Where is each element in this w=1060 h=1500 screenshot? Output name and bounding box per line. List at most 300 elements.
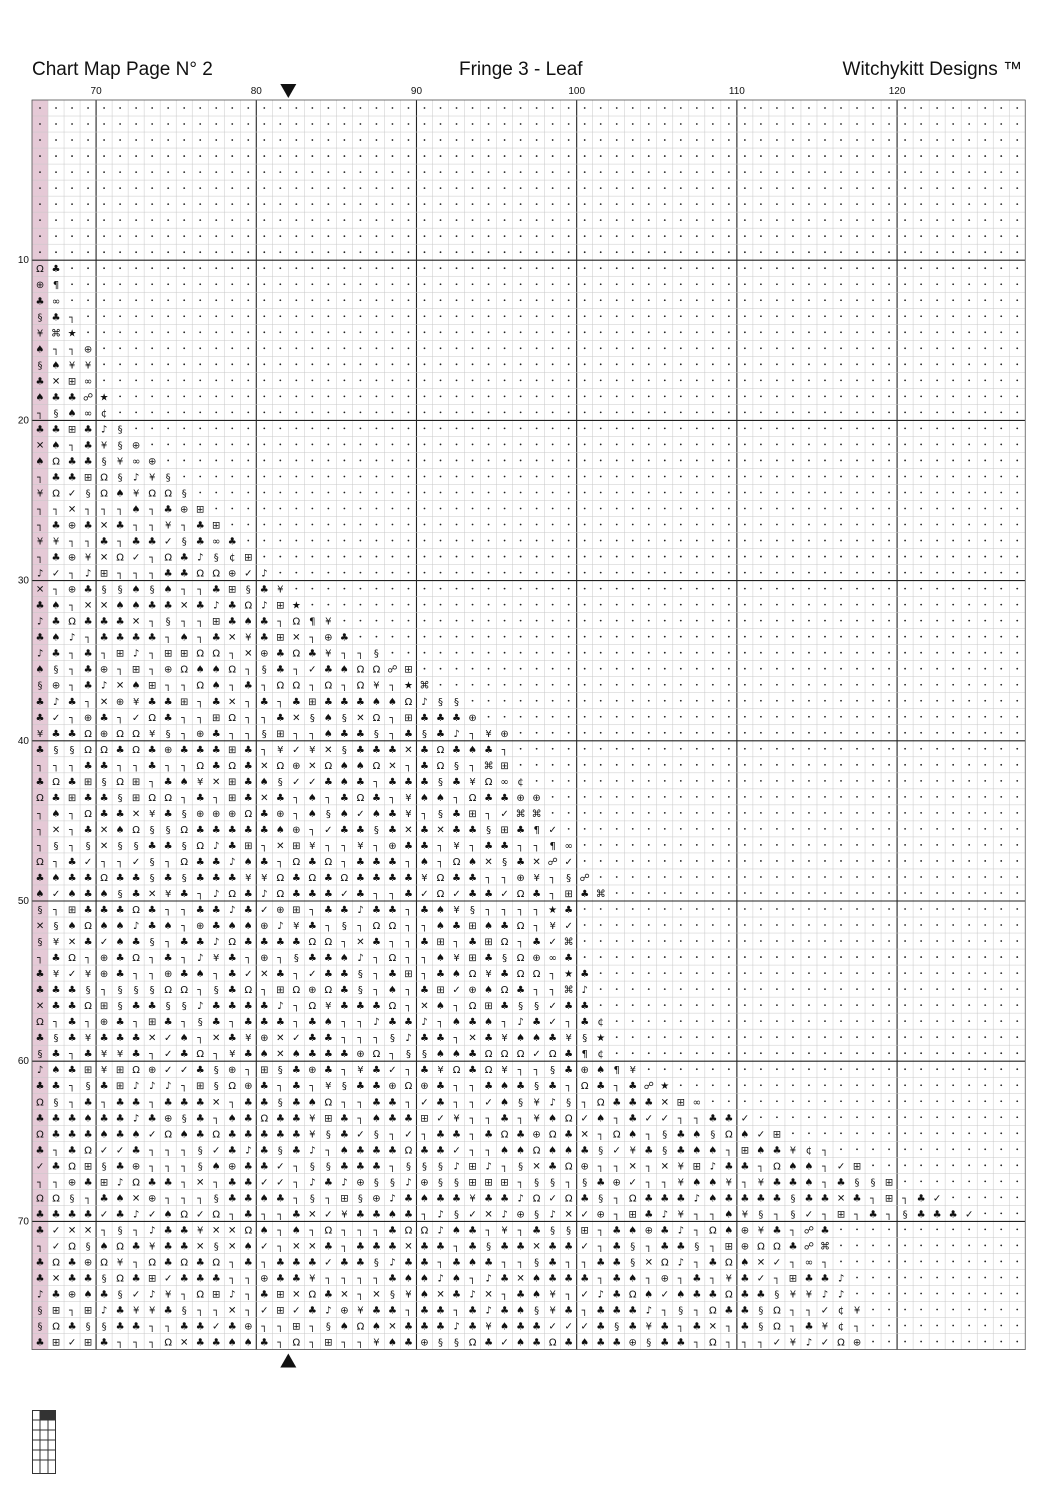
stitch-symbol: ¥ <box>421 872 428 884</box>
empty-cell-dot <box>728 187 730 189</box>
stitch-symbol: ✓ <box>804 1209 814 1221</box>
stitch-symbol: ✓ <box>324 1257 333 1269</box>
empty-cell-dot <box>760 876 762 878</box>
empty-cell-dot <box>984 251 986 253</box>
empty-cell-dot <box>536 636 538 638</box>
empty-cell-dot <box>247 219 249 221</box>
empty-cell-dot <box>776 844 778 846</box>
stitch-symbol: ✓ <box>35 1161 45 1173</box>
stitch-symbol: ┐ <box>453 1241 460 1253</box>
stitch-symbol: ♣ <box>612 1305 622 1317</box>
stitch-symbol: ✓ <box>292 1305 301 1317</box>
stitch-symbol: ⊕ <box>596 1209 605 1221</box>
stitch-symbol: ♠ <box>532 1289 542 1301</box>
stitch-symbol: ┐ <box>533 840 540 852</box>
empty-cell-dot <box>920 267 922 269</box>
empty-cell-dot <box>696 828 698 830</box>
empty-cell-dot <box>1000 1068 1002 1070</box>
empty-cell-dot <box>279 444 281 446</box>
empty-cell-dot <box>392 331 394 333</box>
empty-cell-dot <box>472 107 474 109</box>
empty-cell-dot <box>808 331 810 333</box>
empty-cell-dot <box>760 908 762 910</box>
empty-cell-dot <box>215 444 217 446</box>
empty-cell-dot <box>936 363 938 365</box>
stitch-symbol: ┐ <box>213 792 220 804</box>
empty-cell-dot <box>279 283 281 285</box>
stitch-symbol: § <box>85 1081 91 1093</box>
stitch-symbol: ¥ <box>805 1289 813 1301</box>
stitch-symbol: ┐ <box>149 552 156 564</box>
stitch-symbol: § <box>550 1225 556 1237</box>
stitch-symbol: ┐ <box>453 1097 460 1109</box>
stitch-symbol: ⊕ <box>260 1033 269 1045</box>
empty-cell-dot <box>520 700 522 702</box>
stitch-symbol: ♣ <box>307 921 317 933</box>
empty-cell-dot <box>792 876 794 878</box>
empty-cell-dot <box>199 444 201 446</box>
empty-cell-dot <box>744 299 746 301</box>
stitch-symbol: ⊕ <box>340 1305 349 1317</box>
stitch-symbol: ♣ <box>147 921 157 933</box>
stitch-symbol: ♣ <box>99 1113 109 1125</box>
empty-cell-dot <box>712 796 714 798</box>
empty-cell-dot <box>536 684 538 686</box>
stitch-symbol: ♣ <box>35 985 45 997</box>
empty-cell-dot <box>728 620 730 622</box>
stitch-symbol: Ω <box>132 728 140 740</box>
stitch-symbol: Ω <box>436 872 445 884</box>
empty-cell-dot <box>392 411 394 413</box>
empty-cell-dot <box>696 636 698 638</box>
empty-cell-dot <box>263 187 265 189</box>
stitch-symbol: ┐ <box>325 792 332 804</box>
empty-cell-dot <box>119 411 121 413</box>
empty-cell-dot <box>776 379 778 381</box>
empty-cell-dot <box>648 812 650 814</box>
stitch-symbol: § <box>213 1241 219 1253</box>
stitch-symbol: ♠ <box>452 1225 462 1237</box>
stitch-symbol: § <box>277 1097 283 1109</box>
stitch-symbol: ♣ <box>387 856 397 868</box>
empty-cell-dot <box>392 123 394 125</box>
empty-cell-dot <box>920 1293 922 1295</box>
empty-cell-dot <box>632 636 634 638</box>
empty-cell-dot <box>472 700 474 702</box>
empty-cell-dot <box>952 940 954 942</box>
empty-cell-dot <box>343 604 345 606</box>
stitch-symbol: ✓ <box>420 888 429 900</box>
empty-cell-dot <box>520 572 522 574</box>
empty-cell-dot <box>616 299 618 301</box>
stitch-symbol: ¥ <box>84 360 92 372</box>
stitch-symbol: § <box>662 1129 668 1141</box>
empty-cell-dot <box>904 940 906 942</box>
stitch-symbol: Ω <box>212 1257 221 1269</box>
stitch-symbol: ♣ <box>724 1161 734 1173</box>
empty-cell-dot <box>888 876 890 878</box>
empty-cell-dot <box>888 924 890 926</box>
empty-cell-dot <box>680 283 682 285</box>
stitch-symbol: ⊞ <box>692 1161 702 1173</box>
empty-cell-dot <box>888 620 890 622</box>
empty-cell-dot <box>936 1309 938 1311</box>
empty-cell-dot <box>952 972 954 974</box>
empty-cell-dot <box>488 508 490 510</box>
stitch-symbol: ⊞ <box>468 921 477 933</box>
empty-cell-dot <box>472 347 474 349</box>
empty-cell-dot <box>840 908 842 910</box>
empty-cell-dot <box>488 187 490 189</box>
empty-cell-dot <box>552 395 554 397</box>
empty-cell-dot <box>920 876 922 878</box>
empty-cell-dot <box>39 235 41 237</box>
stitch-symbol: ♣ <box>131 888 141 900</box>
empty-cell-dot <box>936 460 938 462</box>
stitch-symbol: ☍ <box>547 856 558 868</box>
stitch-symbol: ♣ <box>468 1241 478 1253</box>
empty-cell-dot <box>311 171 313 173</box>
stitch-symbol: § <box>341 744 347 756</box>
empty-cell-dot <box>584 588 586 590</box>
empty-cell-dot <box>872 1325 874 1327</box>
empty-cell-dot <box>920 123 922 125</box>
stitch-symbol: ┐ <box>693 1225 700 1237</box>
empty-cell-dot <box>488 572 490 574</box>
stitch-symbol: § <box>277 1145 283 1157</box>
empty-cell-dot <box>568 171 570 173</box>
stitch-symbol: ¥ <box>293 921 300 933</box>
stitch-symbol: ┐ <box>789 1305 796 1317</box>
empty-cell-dot <box>1000 972 1002 974</box>
empty-cell-dot <box>408 572 410 574</box>
stitch-symbol: ¢ <box>837 1305 845 1317</box>
empty-cell-dot <box>984 1325 986 1327</box>
empty-cell-dot <box>808 508 810 510</box>
empty-cell-dot <box>984 444 986 446</box>
empty-cell-dot <box>600 748 602 750</box>
stitch-symbol: ♣ <box>788 1177 798 1189</box>
empty-cell-dot <box>392 139 394 141</box>
empty-cell-dot <box>984 1180 986 1182</box>
empty-cell-dot <box>408 187 410 189</box>
stitch-symbol: ¥ <box>164 1289 172 1301</box>
empty-cell-dot <box>856 828 858 830</box>
empty-cell-dot <box>792 299 794 301</box>
empty-cell-dot <box>360 171 362 173</box>
stitch-symbol: ♣ <box>291 1145 301 1157</box>
stitch-symbol: ┐ <box>517 1177 524 1189</box>
stitch-symbol: ♣ <box>163 776 173 788</box>
empty-cell-dot <box>888 203 890 205</box>
stitch-symbol: ♣ <box>275 664 285 676</box>
stitch-symbol: ┐ <box>373 953 380 965</box>
stitch-symbol: § <box>293 953 299 965</box>
empty-cell-dot <box>920 1245 922 1247</box>
empty-cell-dot <box>392 235 394 237</box>
empty-cell-dot <box>360 379 362 381</box>
empty-cell-dot <box>824 700 826 702</box>
empty-cell-dot <box>343 267 345 269</box>
stitch-symbol: ┐ <box>149 1097 156 1109</box>
stitch-symbol: ♣ <box>243 1161 253 1173</box>
stitch-symbol: ♣ <box>195 1257 205 1269</box>
empty-cell-dot <box>984 588 986 590</box>
stitch-symbol: ¢ <box>805 1145 813 1157</box>
empty-cell-dot <box>472 572 474 574</box>
empty-cell-dot <box>920 812 922 814</box>
empty-cell-dot <box>616 235 618 237</box>
empty-cell-dot <box>616 860 618 862</box>
empty-cell-dot <box>632 668 634 670</box>
empty-cell-dot <box>504 331 506 333</box>
empty-cell-dot <box>247 379 249 381</box>
stitch-symbol: ¥ <box>132 1305 140 1317</box>
stitch-symbol: ♠ <box>436 1049 445 1061</box>
stitch-symbol: ♣ <box>67 1321 77 1333</box>
empty-cell-dot <box>648 203 650 205</box>
empty-cell-dot <box>712 620 714 622</box>
stitch-symbol: ★ <box>548 905 558 917</box>
empty-cell-dot <box>536 187 538 189</box>
stitch-symbol: ♣ <box>115 744 125 756</box>
empty-cell-dot <box>872 1116 874 1118</box>
empty-cell-dot <box>632 540 634 542</box>
empty-cell-dot <box>135 347 137 349</box>
empty-cell-dot <box>1000 347 1002 349</box>
empty-cell-dot <box>760 524 762 526</box>
stitch-symbol: ♣ <box>99 1337 109 1349</box>
stitch-symbol: ♣ <box>323 696 333 708</box>
stitch-symbol: ♣ <box>211 1017 221 1029</box>
stitch-symbol: ┐ <box>69 440 76 452</box>
empty-cell-dot <box>808 812 810 814</box>
empty-cell-dot <box>552 235 554 237</box>
empty-cell-dot <box>888 828 890 830</box>
stitch-symbol: ┐ <box>725 1145 732 1157</box>
stitch-symbol: § <box>133 840 139 852</box>
empty-cell-dot <box>632 139 634 141</box>
stitch-symbol: § <box>357 1193 363 1205</box>
stitch-symbol: ┐ <box>69 1049 76 1061</box>
stitch-symbol: ♣ <box>387 808 397 820</box>
empty-cell-dot <box>600 267 602 269</box>
stitch-symbol: ¶ <box>309 616 316 628</box>
empty-cell-dot <box>808 1036 810 1038</box>
stitch-symbol: ¶ <box>533 824 540 836</box>
empty-cell-dot <box>664 492 666 494</box>
row-label: 10 <box>17 255 29 267</box>
empty-cell-dot <box>840 1148 842 1150</box>
empty-cell-dot <box>151 187 153 189</box>
stitch-symbol: § <box>117 985 123 997</box>
stitch-symbol: ┐ <box>389 1161 396 1173</box>
empty-cell-dot <box>776 171 778 173</box>
empty-cell-dot <box>792 780 794 782</box>
stitch-symbol: ✓ <box>756 1129 766 1141</box>
stitch-symbol: ♣ <box>420 1145 429 1157</box>
empty-cell-dot <box>808 572 810 574</box>
empty-cell-dot <box>600 171 602 173</box>
empty-cell-dot <box>696 908 698 910</box>
empty-cell-dot <box>680 235 682 237</box>
stitch-symbol: ✓ <box>564 856 573 868</box>
stitch-symbol: ┐ <box>709 1209 716 1221</box>
empty-cell-dot <box>664 908 666 910</box>
empty-cell-dot <box>984 299 986 301</box>
stitch-symbol: ┐ <box>533 905 540 917</box>
empty-cell-dot <box>1000 1180 1002 1182</box>
empty-cell-dot <box>616 908 618 910</box>
empty-cell-dot <box>872 524 874 526</box>
empty-cell-dot <box>840 476 842 478</box>
stitch-symbol: ✓ <box>163 536 173 548</box>
stitch-symbol: Ω <box>468 1001 477 1013</box>
empty-cell-dot <box>712 956 714 958</box>
stitch-symbol: § <box>181 1113 187 1125</box>
stitch-symbol: ♣ <box>163 1305 173 1317</box>
empty-cell-dot <box>936 379 938 381</box>
stitch-symbol: ♣ <box>243 680 253 692</box>
empty-cell-dot <box>856 267 858 269</box>
empty-cell-dot <box>888 1229 890 1231</box>
stitch-symbol: ✕ <box>260 969 269 981</box>
stitch-symbol: ♣ <box>163 1241 173 1253</box>
stitch-symbol: § <box>165 616 171 628</box>
stitch-symbol: ♣ <box>724 1193 734 1205</box>
empty-cell-dot <box>904 1036 906 1038</box>
empty-cell-dot <box>167 411 169 413</box>
empty-cell-dot <box>776 892 778 894</box>
empty-cell-dot <box>1000 444 1002 446</box>
stitch-symbol: ┐ <box>405 1065 412 1077</box>
stitch-symbol: ¥ <box>148 1241 156 1253</box>
empty-cell-dot <box>952 636 954 638</box>
stitch-symbol: ✓ <box>196 1209 205 1221</box>
empty-cell-dot <box>904 187 906 189</box>
empty-cell-dot <box>327 187 329 189</box>
empty-cell-dot <box>936 956 938 958</box>
empty-cell-dot <box>792 460 794 462</box>
empty-cell-dot <box>760 187 762 189</box>
empty-cell-dot <box>760 251 762 253</box>
empty-cell-dot <box>712 331 714 333</box>
stitch-symbol: ✕ <box>292 1289 301 1301</box>
stitch-symbol: ∞ <box>212 536 221 548</box>
empty-cell-dot <box>680 972 682 974</box>
stitch-symbol: ┐ <box>229 1273 236 1285</box>
stitch-symbol: ┐ <box>181 760 188 772</box>
stitch-symbol: § <box>261 664 267 676</box>
empty-cell-dot <box>696 1084 698 1086</box>
empty-cell-dot <box>648 123 650 125</box>
stitch-symbol: ♣ <box>83 648 93 660</box>
stitch-symbol: ┐ <box>533 1065 540 1077</box>
stitch-symbol: ┐ <box>245 696 252 708</box>
empty-cell-dot <box>920 588 922 590</box>
empty-cell-dot <box>39 203 41 205</box>
empty-cell-dot <box>872 972 874 974</box>
stitch-symbol: ♪ <box>132 472 140 484</box>
stitch-symbol: ⊞ <box>99 568 109 580</box>
stitch-symbol: ┐ <box>421 953 428 965</box>
empty-cell-dot <box>584 620 586 622</box>
empty-cell-dot <box>680 764 682 766</box>
empty-cell-dot <box>872 1293 874 1295</box>
empty-cell-dot <box>1016 716 1018 718</box>
empty-cell-dot <box>792 363 794 365</box>
empty-cell-dot <box>664 796 666 798</box>
stitch-symbol: ♣ <box>291 1129 301 1141</box>
stitch-symbol: ♣ <box>227 600 237 612</box>
empty-cell-dot <box>263 395 265 397</box>
empty-cell-dot <box>616 187 618 189</box>
stitch-symbol: ┐ <box>213 1177 220 1189</box>
empty-cell-dot <box>984 1293 986 1295</box>
empty-cell-dot <box>936 892 938 894</box>
stitch-symbol: ✕ <box>532 856 541 868</box>
empty-cell-dot <box>664 139 666 141</box>
stitch-symbol: ┐ <box>373 776 380 788</box>
stitch-symbol: ♣ <box>259 1001 269 1013</box>
stitch-symbol: ♣ <box>115 616 125 628</box>
stitch-symbol: ♠ <box>740 1129 750 1141</box>
stitch-symbol: ¥ <box>453 905 460 917</box>
stitch-symbol: ♣ <box>564 905 574 917</box>
empty-cell-dot <box>311 347 313 349</box>
empty-cell-dot <box>712 908 714 910</box>
stitch-symbol: ┐ <box>197 584 204 596</box>
empty-cell-dot <box>568 251 570 253</box>
empty-cell-dot <box>392 556 394 558</box>
stitch-symbol: ⊞ <box>260 1065 269 1077</box>
stitch-symbol: ⊕ <box>532 953 541 965</box>
empty-cell-dot <box>792 796 794 798</box>
stitch-symbol: ┐ <box>36 1241 44 1253</box>
stitch-symbol: ┐ <box>373 888 380 900</box>
stitch-symbol: ♣ <box>35 1113 45 1125</box>
empty-cell-dot <box>760 267 762 269</box>
empty-cell-dot <box>520 732 522 734</box>
empty-cell-dot <box>936 684 938 686</box>
stitch-symbol: ♪ <box>677 1257 685 1269</box>
empty-cell-dot <box>215 411 217 413</box>
stitch-symbol: ┐ <box>213 1113 220 1125</box>
empty-cell-dot <box>424 267 426 269</box>
stitch-symbol: ♠ <box>35 344 45 356</box>
stitch-symbol: ┐ <box>293 1177 300 1189</box>
empty-cell-dot <box>632 924 634 926</box>
empty-cell-dot <box>648 508 650 510</box>
empty-cell-dot <box>343 235 345 237</box>
empty-cell-dot <box>920 476 922 478</box>
empty-cell-dot <box>151 283 153 285</box>
empty-cell-dot <box>744 139 746 141</box>
empty-cell-dot <box>728 812 730 814</box>
stitch-symbol: ♣ <box>83 888 93 900</box>
stitch-symbol: § <box>405 1161 411 1173</box>
empty-cell-dot <box>904 251 906 253</box>
empty-cell-dot <box>744 219 746 221</box>
empty-cell-dot <box>968 155 970 157</box>
empty-cell-dot <box>952 347 954 349</box>
stitch-symbol: ♣ <box>163 1177 173 1189</box>
empty-cell-dot <box>584 460 586 462</box>
stitch-symbol: Ω <box>516 969 525 981</box>
stitch-symbol: § <box>341 712 347 724</box>
empty-cell-dot <box>231 379 233 381</box>
empty-cell-dot <box>984 315 986 317</box>
